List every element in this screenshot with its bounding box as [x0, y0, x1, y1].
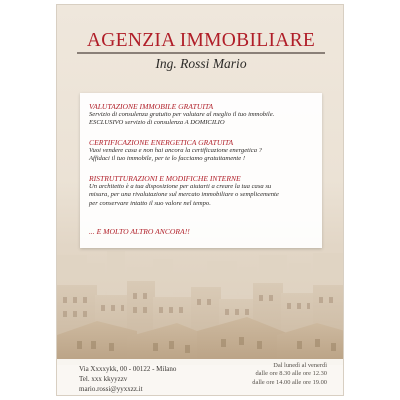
service-line: Servizio di consulenza gratuito per valutare al meglio il tuo immobile. — [89, 111, 275, 118]
service-line: Un architetto è a tua disposizione per aiutarti a creare la tua casa su — [89, 183, 272, 190]
agent-name: Ing. Rossi Mario — [155, 56, 247, 71]
service-energy-certificate — [89, 138, 317, 164]
title-divider — [77, 52, 325, 54]
service-heading: CERTIFICAZIONE ENERGETICA GRATUITA — [89, 138, 234, 147]
service-valuation — [89, 102, 317, 128]
service-line: misura, per una rivalutazione sul mercato immobiliare o semplicemente — [89, 191, 279, 199]
service-line: ESCLUSIVO servizio di consulenza A DOMICILIO — [89, 119, 225, 127]
opening-days: Dal lunedì al venerdì — [273, 362, 327, 369]
service-line: per conservare intatto il suo valore nel tempo. — [89, 199, 211, 207]
contact-footer — [57, 359, 344, 396]
service-description — [89, 111, 317, 128]
service-description — [89, 183, 317, 208]
service-description — [89, 147, 317, 164]
address: Via Xxxxykk, 00 - 00122 - Milano — [79, 365, 177, 373]
agency-title: AGENZIA IMMOBILIARE — [86, 30, 316, 51]
service-line: Vuoi vendere casa e non hai ancora la certificazione energetica ? — [89, 147, 262, 154]
opening-hours — [252, 362, 327, 387]
services-card — [80, 93, 322, 248]
more-services-text: ... E MOLTO ALTRO ANCORA!! — [89, 227, 190, 236]
service-renovation — [89, 174, 317, 208]
phone-number: Tel. xxx kkyyzzv — [79, 374, 128, 383]
service-heading: VALUTAZIONE IMMOBILE GRATUITA — [89, 102, 214, 111]
email-address: mario.rossi@yyxxzz.it — [79, 384, 143, 393]
service-heading: RISTRUTTURAZIONI E MODIFICHE INTERNE — [89, 174, 241, 183]
afternoon-hours: dalle ore 14.00 alle ore 19.00 — [252, 378, 327, 386]
flyer — [56, 4, 344, 396]
service-line: Affidaci il tuo immobile, per te lo facciamo gratuitamente ! — [89, 155, 246, 163]
morning-hours: dalle ore 8.30 alle ore 12.30 — [255, 370, 327, 378]
contact-info — [79, 365, 176, 394]
